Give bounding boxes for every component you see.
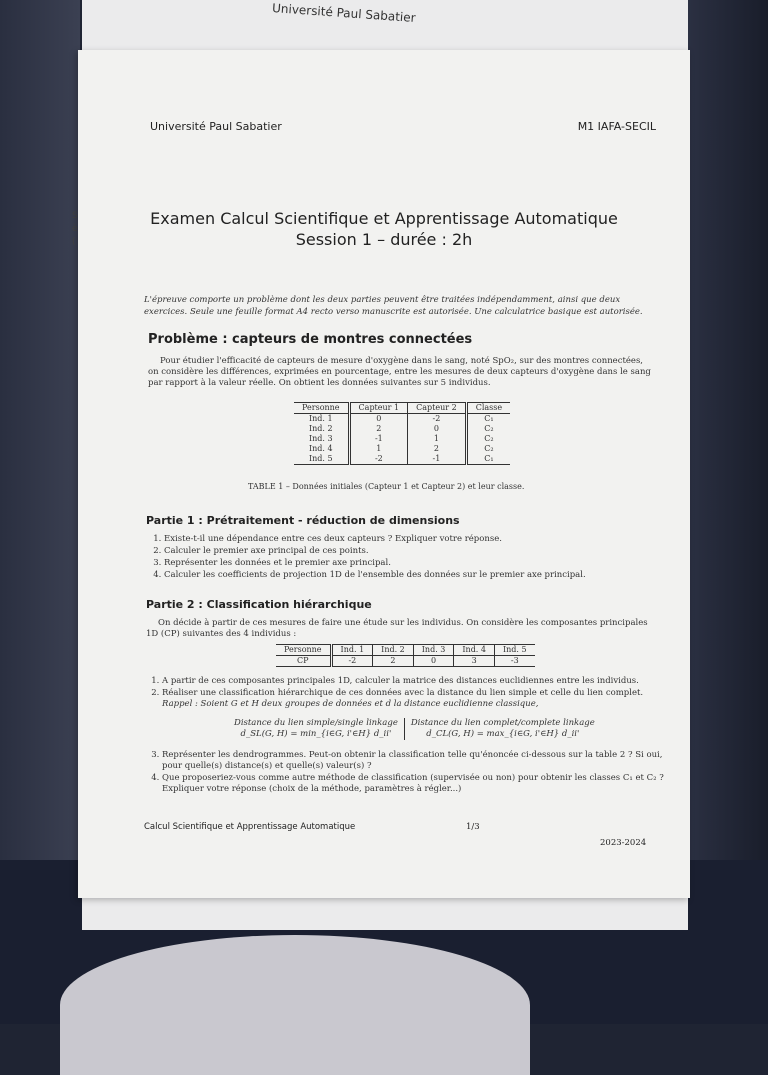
- table-cell: CP: [276, 656, 331, 667]
- table-cell: -1: [408, 454, 467, 465]
- back-sheet-header: Université Paul Sabatier: [271, 1, 417, 25]
- table-cell: 0: [413, 656, 454, 667]
- table-row: [276, 656, 535, 667]
- table-cell: C₁: [466, 454, 510, 465]
- table-header: Ind. 3: [413, 645, 454, 656]
- question-item: 4. Que proposeriez-vous comme autre méthode de classification (supervisée ou non) pour obtenir les classes C₁ et C₂ ? Expliquer votre réponse (choix de la méthode, paramètres à régler...): [162, 773, 667, 795]
- part2-questions-a: [146, 676, 667, 711]
- complete-linkage: [405, 718, 601, 740]
- question-item: 3. Représenter les données et le premier axe principal.: [164, 558, 664, 569]
- table-cell: -2: [331, 656, 373, 667]
- table-row: [294, 414, 510, 425]
- question-text: Réaliser une classification hiérarchique de ces données avec la distance du lien simple et celle du lien complet.: [162, 688, 644, 698]
- problem-text: Pour étudier l'efficacité de capteurs de mesure d'oxygène dans le sang, noté SpO₂, sur des montres connectées, on considère les différences, exprimées en pourcentage, entre les mesures de deux capteurs d'oxygène dans le sang par rapport à la valeur réelle. On obtient les données suivantes sur 5 individus.: [148, 356, 651, 388]
- table-row: [294, 434, 510, 444]
- table-header: Personne: [276, 645, 331, 656]
- table-cell: 1: [349, 444, 408, 454]
- table-cell: -2: [408, 414, 467, 425]
- table-cell: C₂: [484, 444, 494, 453]
- linkage-formulas: [228, 718, 601, 740]
- table-cell: Ind. 3: [294, 434, 349, 444]
- edge-marks: [72, 210, 78, 249]
- footer-course: Calcul Scientifique et Apprentissage Automatique: [144, 822, 356, 832]
- edge-mark: è: [72, 224, 78, 234]
- table-caption: TABLE 1 – Données initiales (Capteur 1 et Capteur 2) et leur classe.: [248, 482, 525, 491]
- question-item: 2. Calculer le premier axe principal de ces points.: [164, 546, 664, 557]
- table-header: Personne: [294, 403, 349, 414]
- table-header: Capteur 1: [349, 403, 408, 414]
- question-item: 3. Représenter les dendrogrammes. Peut-on obtenir la classification telle qu'énoncée ci-dessous sur la table 2 ? Si oui, pour quelle(s) distance(s) et quelle(s) valeur(s) ?: [162, 750, 667, 772]
- table-row: [294, 454, 510, 465]
- table-header: Ind. 5: [494, 645, 534, 656]
- footer-page: 1/3: [466, 822, 480, 832]
- single-linkage-formula: d_SL(G, H) = min_{i∈G, i'∈H} d_ii': [240, 729, 392, 739]
- program-header: M1 IAFA-SECIL: [577, 120, 656, 133]
- part1-heading: Partie 1 : Prétraitement - réduction de dimensions: [146, 514, 460, 527]
- table-cell: -2: [349, 454, 408, 465]
- part2-questions-b: [146, 750, 667, 796]
- edge-mark: (: [72, 237, 76, 247]
- footer-year: 2023-2024: [600, 838, 647, 848]
- table-cell: -1: [349, 434, 408, 444]
- question-item: 4. Calculer les coefficients de projection 1D de l'ensemble des données sur le premier axe principal.: [164, 570, 664, 581]
- rappel-text: Rappel : Soient G et H deux groupes de données et d la distance euclidienne classique,: [162, 699, 539, 709]
- table-cell: C₁: [484, 414, 494, 423]
- table-cell: 2: [408, 444, 467, 454]
- table-cell: C₂: [484, 424, 494, 433]
- university-header: Université Paul Sabatier: [150, 120, 282, 133]
- table-cell: C₂: [484, 434, 494, 443]
- table-cell: 0: [408, 424, 467, 434]
- complete-linkage-formula: d_CL(G, H) = max_{i∈G, i'∈H} d_ii': [426, 729, 580, 739]
- table-cell: 2: [349, 424, 408, 434]
- part1-questions: [148, 534, 664, 582]
- table-cell: Ind. 5: [294, 454, 349, 465]
- table-header: Ind. 4: [454, 645, 495, 656]
- table-cell: 0: [349, 414, 408, 425]
- table-cell: Ind. 2: [294, 424, 349, 434]
- exam-instructions: L'épreuve comporte un problème dont les deux parties peuvent être traitées indépendamment, ainsi que deux exercices. Seule une feuille format A4 recto verso manuscrite est autorisée. Une calculatrice basique est autorisée.: [144, 295, 643, 317]
- single-linkage-label: Distance du lien simple/single linkage: [234, 718, 398, 728]
- table-cell: -3: [494, 656, 534, 667]
- table-row: [294, 424, 510, 434]
- single-linkage: [228, 718, 405, 740]
- table-header: Capteur 2: [408, 403, 467, 414]
- table-cell: Ind. 4: [294, 444, 349, 454]
- question-item: 1. Existe-t-il une dépendance entre ces deux capteurs ? Expliquer votre réponse.: [164, 534, 664, 545]
- complete-linkage-label: Distance du lien complet/complete linkage: [410, 718, 595, 728]
- table-cell: 2: [373, 656, 414, 667]
- exam-title: [78, 208, 690, 250]
- problem-heading: Problème : capteurs de montres connectées: [148, 332, 473, 347]
- part2-heading: Partie 2 : Classification hiérarchique: [146, 598, 372, 611]
- data-table: [294, 402, 510, 465]
- table-cell: 3: [454, 656, 495, 667]
- part2-text: On décide à partir de ces mesures de faire une étude sur les individus. On considère les composantes principales 1D (CP) suivantes des 4 individus :: [146, 618, 648, 639]
- title-line-1: Examen Calcul Scientifique et Apprentissage Automatique: [150, 209, 618, 228]
- cp-table: [276, 644, 535, 667]
- table-header: Ind. 1: [331, 645, 373, 656]
- exam-page: [78, 50, 690, 898]
- edge-mark: S: [72, 211, 78, 221]
- table-header: Classe: [466, 403, 510, 414]
- title-line-2: Session 1 – durée : 2h: [295, 230, 473, 249]
- table-cell: Ind. 1: [294, 414, 349, 425]
- table-cell: 1: [408, 434, 467, 444]
- light-fabric: [60, 935, 530, 1075]
- question-item: 1. A partir de ces composantes principales 1D, calculer la matrice des distances euclidiennes entre les individus.: [162, 676, 667, 687]
- table-header: Ind. 2: [373, 645, 414, 656]
- question-item: [162, 688, 667, 710]
- table-row: [294, 444, 510, 454]
